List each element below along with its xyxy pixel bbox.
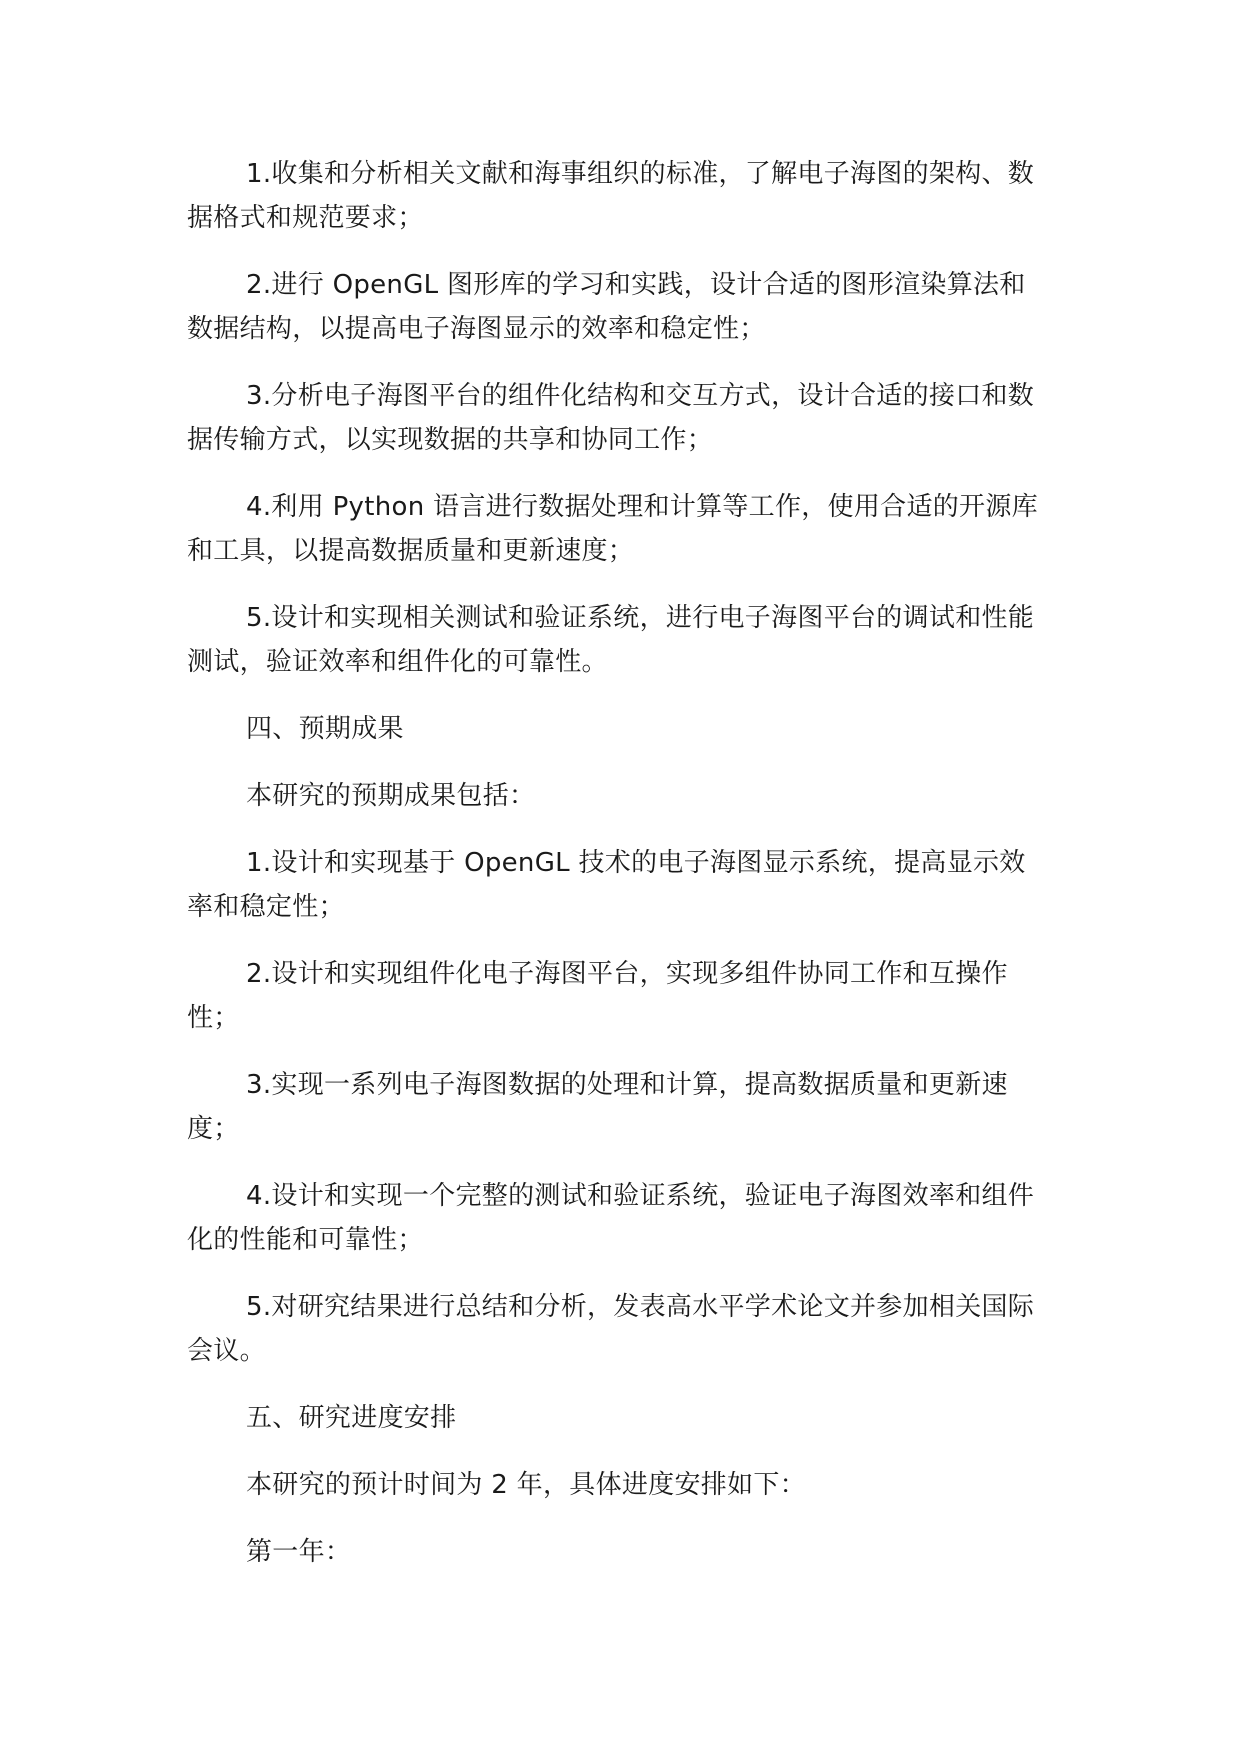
expected-result-item-4: 4.设计和实现一个完整的测试和验证系统，验证电子海图效率和组件化的性能和可靠性； — [187, 1181, 1035, 1255]
method-item-4: 4.利用 Python 语言进行数据处理和计算等工作，使用合适的开源库和工具，以提高数据质量和更新速度； — [187, 492, 1038, 566]
schedule-intro: 本研究的预计时间为 2 年，具体进度安排如下： — [246, 1470, 806, 1500]
method-item-1: 1.收集和分析相关文献和海事组织的标准，了解电子海图的架构、数据格式和规范要求； — [187, 159, 1035, 233]
expected-result-item-3: 3.实现一系列电子海图数据的处理和计算，提高数据质量和更新速度； — [187, 1070, 1008, 1144]
expected-results-intro: 本研究的预期成果包括： — [246, 781, 536, 811]
document-body — [187, 152, 1047, 1597]
expected-result-item-2: 2.设计和实现组件化电子海图平台，实现多组件协同工作和互操作性； — [187, 959, 1008, 1033]
schedule-year-one: 第一年： — [246, 1537, 352, 1567]
method-item-3: 3.分析电子海图平台的组件化结构和交互方式，设计合适的接口和数据传输方式，以实现数据的共享和协同工作； — [187, 381, 1035, 455]
section-heading-schedule: 五、研究进度安排 — [246, 1403, 457, 1433]
expected-result-item-1: 1.设计和实现基于 OpenGL 技术的电子海图显示系统，提高显示效率和稳定性； — [187, 848, 1026, 922]
method-item-2: 2.进行 OpenGL 图形库的学习和实践，设计合适的图形渲染算法和数据结构，以提高电子海图显示的效率和稳定性； — [187, 270, 1026, 344]
section-heading-expected-results: 四、预期成果 — [246, 714, 404, 744]
expected-result-item-5: 5.对研究结果进行总结和分析，发表高水平学术论文并参加相关国际会议。 — [187, 1292, 1035, 1366]
method-item-5: 5.设计和实现相关测试和验证系统，进行电子海图平台的调试和性能测试，验证效率和组件化的可靠性。 — [187, 603, 1035, 677]
